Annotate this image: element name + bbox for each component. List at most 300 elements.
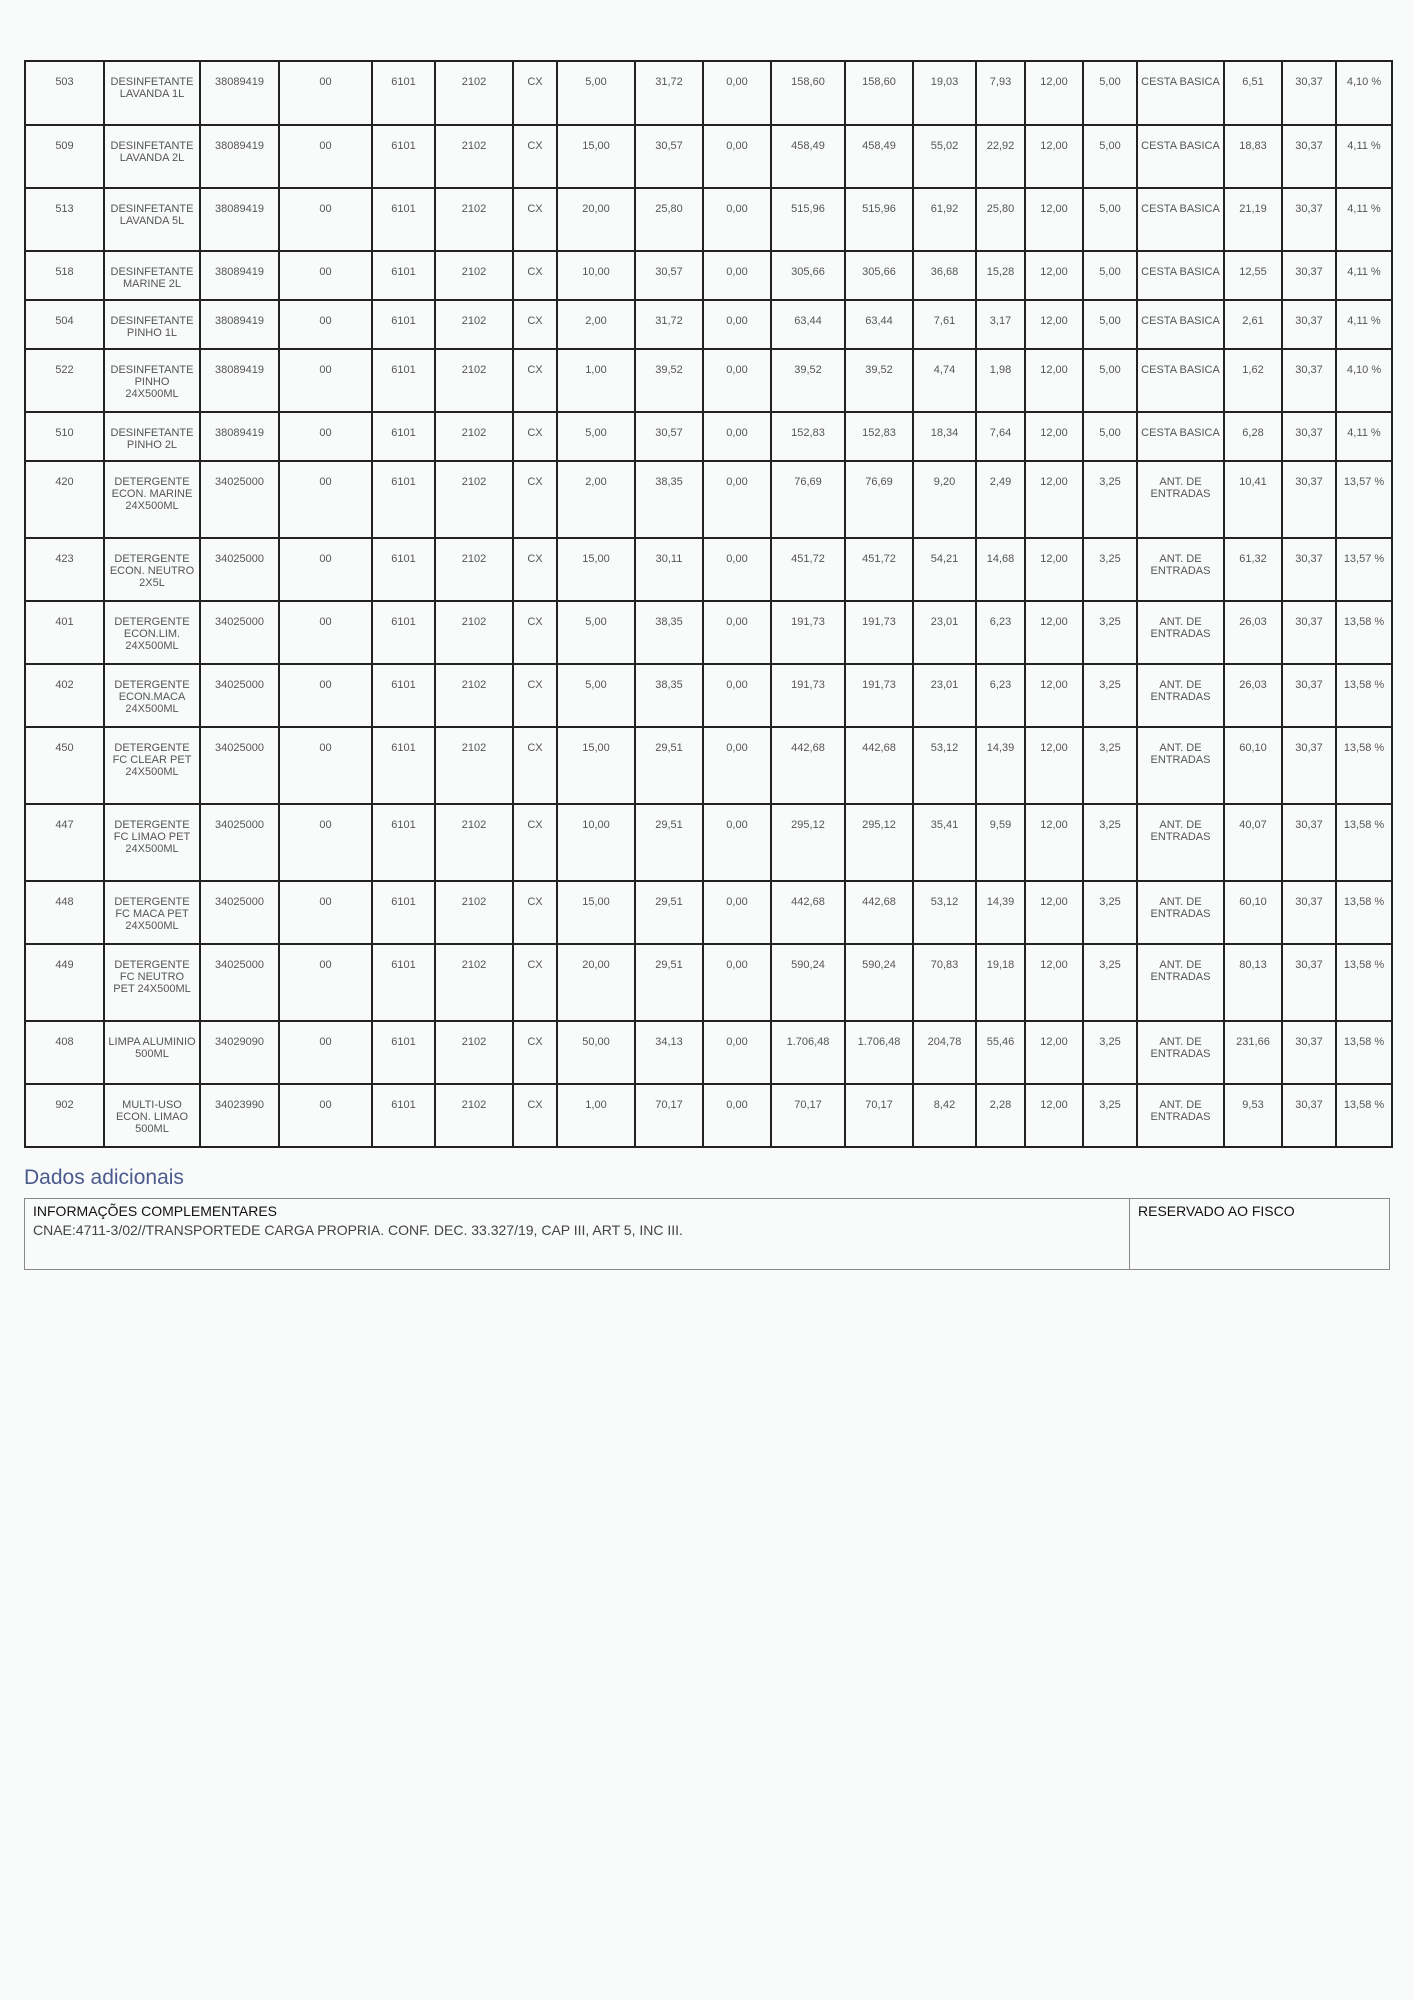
item-ncm: 38089419 — [200, 300, 279, 349]
item-discount: 0,00 — [703, 251, 771, 300]
item-rate: 30,37 — [1282, 461, 1336, 538]
item-cfop-b: 2102 — [435, 300, 513, 349]
item-code: 509 — [25, 125, 104, 188]
item-quantity: 5,00 — [557, 601, 635, 664]
item-description: DESINFETANTE PINHO 2L — [104, 412, 200, 461]
item-percent: 13,58 % — [1336, 804, 1392, 881]
item-aliquota-a: 12,00 — [1025, 804, 1083, 881]
table-row — [25, 349, 1392, 412]
item-cst: 00 — [279, 1084, 372, 1147]
table-row — [25, 251, 1392, 300]
item-code: 450 — [25, 727, 104, 804]
item-percent: 13,58 % — [1336, 601, 1392, 664]
item-base: 70,17 — [845, 1084, 913, 1147]
item-unit: CX — [513, 251, 557, 300]
item-description: DETERGENTE FC LIMAO PET 24X500ML — [104, 804, 200, 881]
item-cfop-b: 2102 — [435, 1021, 513, 1084]
item-icms: 23,01 — [913, 601, 976, 664]
item-description: DETERGENTE FC CLEAR PET 24X500ML — [104, 727, 200, 804]
item-rate: 30,37 — [1282, 1021, 1336, 1084]
item-code: 420 — [25, 461, 104, 538]
item-ncm: 38089419 — [200, 349, 279, 412]
item-icms: 23,01 — [913, 664, 976, 727]
item-aliquota-b: 3,25 — [1083, 1084, 1137, 1147]
item-aliquota-b: 3,25 — [1083, 461, 1137, 538]
item-unit: CX — [513, 1084, 557, 1147]
item-percent: 4,10 % — [1336, 61, 1392, 125]
item-cst: 00 — [279, 727, 372, 804]
item-value: 10,41 — [1224, 461, 1282, 538]
item-aliquota-b: 5,00 — [1083, 412, 1137, 461]
item-discount: 0,00 — [703, 300, 771, 349]
item-aliquota-b: 5,00 — [1083, 188, 1137, 251]
item-cfop-a: 6101 — [372, 944, 435, 1021]
item-total: 515,96 — [771, 188, 845, 251]
item-base: 295,12 — [845, 804, 913, 881]
item-cfop-b: 2102 — [435, 1084, 513, 1147]
item-code: 423 — [25, 538, 104, 601]
item-base: 191,73 — [845, 664, 913, 727]
item-ncm: 34025000 — [200, 461, 279, 538]
item-cst: 00 — [279, 125, 372, 188]
item-value: 60,10 — [1224, 881, 1282, 944]
item-aliquota-b: 3,25 — [1083, 601, 1137, 664]
reserved-fisco-label: RESERVADO AO FISCO — [1138, 1203, 1295, 1219]
item-ncm: 34025000 — [200, 601, 279, 664]
item-total: 76,69 — [771, 461, 845, 538]
item-icms: 54,21 — [913, 538, 976, 601]
item-rate: 30,37 — [1282, 881, 1336, 944]
table-row — [25, 188, 1392, 251]
item-icms: 36,68 — [913, 251, 976, 300]
item-rate: 30,37 — [1282, 664, 1336, 727]
item-cfop-a: 6101 — [372, 1021, 435, 1084]
item-icms: 70,83 — [913, 944, 976, 1021]
item-total: 442,68 — [771, 881, 845, 944]
item-cfop-b: 2102 — [435, 61, 513, 125]
item-rate: 30,37 — [1282, 601, 1336, 664]
item-aliquota-b: 5,00 — [1083, 300, 1137, 349]
table-row — [25, 125, 1392, 188]
item-value: 6,51 — [1224, 61, 1282, 125]
item-unit-price: 30,57 — [635, 412, 703, 461]
item-aliquota-b: 3,25 — [1083, 538, 1137, 601]
item-base: 442,68 — [845, 727, 913, 804]
item-discount: 0,00 — [703, 664, 771, 727]
item-icms: 4,74 — [913, 349, 976, 412]
item-quantity: 5,00 — [557, 412, 635, 461]
item-rate: 30,37 — [1282, 1084, 1336, 1147]
item-rate: 30,37 — [1282, 251, 1336, 300]
item-aliquota-b: 3,25 — [1083, 1021, 1137, 1084]
item-aliquota-b: 5,00 — [1083, 349, 1137, 412]
item-unit: CX — [513, 125, 557, 188]
item-unit: CX — [513, 461, 557, 538]
item-icms: 204,78 — [913, 1021, 976, 1084]
item-base: 305,66 — [845, 251, 913, 300]
item-tax-group: CESTA BASICA — [1137, 412, 1224, 461]
item-value: 80,13 — [1224, 944, 1282, 1021]
item-value: 12,55 — [1224, 251, 1282, 300]
item-value: 2,61 — [1224, 300, 1282, 349]
item-value: 26,03 — [1224, 664, 1282, 727]
table-row — [25, 300, 1392, 349]
item-cfop-a: 6101 — [372, 601, 435, 664]
item-description: DETERGENTE FC MACA PET 24X500ML — [104, 881, 200, 944]
item-code: 447 — [25, 804, 104, 881]
item-tax-group: ANT. DE ENTRADAS — [1137, 601, 1224, 664]
item-description: DESINFETANTE PINHO 1L — [104, 300, 200, 349]
table-row — [25, 538, 1392, 601]
item-ipi: 14,39 — [976, 727, 1025, 804]
item-discount: 0,00 — [703, 727, 771, 804]
item-code: 402 — [25, 664, 104, 727]
item-base: 1.706,48 — [845, 1021, 913, 1084]
item-cst: 00 — [279, 188, 372, 251]
item-unit: CX — [513, 538, 557, 601]
item-ncm: 34025000 — [200, 727, 279, 804]
item-discount: 0,00 — [703, 125, 771, 188]
item-percent: 13,58 % — [1336, 664, 1392, 727]
item-percent: 4,11 % — [1336, 300, 1392, 349]
item-unit-price: 38,35 — [635, 461, 703, 538]
item-tax-group: CESTA BASICA — [1137, 61, 1224, 125]
item-unit: CX — [513, 188, 557, 251]
table-row — [25, 461, 1392, 538]
item-icms: 53,12 — [913, 881, 976, 944]
item-unit: CX — [513, 664, 557, 727]
item-code: 449 — [25, 944, 104, 1021]
item-unit: CX — [513, 804, 557, 881]
item-code: 510 — [25, 412, 104, 461]
item-base: 442,68 — [845, 881, 913, 944]
item-tax-group: ANT. DE ENTRADAS — [1137, 664, 1224, 727]
item-cst: 00 — [279, 61, 372, 125]
item-tax-group: ANT. DE ENTRADAS — [1137, 727, 1224, 804]
item-code: 401 — [25, 601, 104, 664]
complementary-info-section — [25, 1199, 1130, 1269]
item-cfop-a: 6101 — [372, 251, 435, 300]
item-aliquota-a: 12,00 — [1025, 601, 1083, 664]
item-cst: 00 — [279, 538, 372, 601]
item-cfop-a: 6101 — [372, 727, 435, 804]
item-cfop-a: 6101 — [372, 188, 435, 251]
item-code: 902 — [25, 1084, 104, 1147]
item-cst: 00 — [279, 251, 372, 300]
item-base: 191,73 — [845, 601, 913, 664]
table-row — [25, 601, 1392, 664]
item-description: LIMPA ALUMINIO 500ML — [104, 1021, 200, 1084]
item-cfop-b: 2102 — [435, 944, 513, 1021]
item-cst: 00 — [279, 300, 372, 349]
item-percent: 4,11 % — [1336, 251, 1392, 300]
item-cst: 00 — [279, 1021, 372, 1084]
item-quantity: 10,00 — [557, 804, 635, 881]
item-rate: 30,37 — [1282, 804, 1336, 881]
item-ncm: 34025000 — [200, 944, 279, 1021]
item-total: 39,52 — [771, 349, 845, 412]
item-code: 503 — [25, 61, 104, 125]
item-aliquota-a: 12,00 — [1025, 188, 1083, 251]
item-unit-price: 31,72 — [635, 61, 703, 125]
item-rate: 30,37 — [1282, 944, 1336, 1021]
item-tax-group: CESTA BASICA — [1137, 349, 1224, 412]
item-ipi: 6,23 — [976, 601, 1025, 664]
item-ipi: 25,80 — [976, 188, 1025, 251]
item-base: 451,72 — [845, 538, 913, 601]
item-cfop-a: 6101 — [372, 461, 435, 538]
item-icms: 8,42 — [913, 1084, 976, 1147]
item-icms: 9,20 — [913, 461, 976, 538]
item-cst: 00 — [279, 881, 372, 944]
item-cst: 00 — [279, 601, 372, 664]
item-quantity: 5,00 — [557, 61, 635, 125]
item-discount: 0,00 — [703, 601, 771, 664]
item-percent: 13,57 % — [1336, 461, 1392, 538]
item-ipi: 19,18 — [976, 944, 1025, 1021]
item-rate: 30,37 — [1282, 125, 1336, 188]
item-value: 40,07 — [1224, 804, 1282, 881]
item-tax-group: ANT. DE ENTRADAS — [1137, 461, 1224, 538]
table-row — [25, 944, 1392, 1021]
additional-data-box — [24, 1198, 1390, 1270]
item-ncm: 34025000 — [200, 538, 279, 601]
item-aliquota-a: 12,00 — [1025, 538, 1083, 601]
item-discount: 0,00 — [703, 944, 771, 1021]
item-aliquota-b: 5,00 — [1083, 125, 1137, 188]
item-total: 158,60 — [771, 61, 845, 125]
item-tax-group: ANT. DE ENTRADAS — [1137, 804, 1224, 881]
item-quantity: 15,00 — [557, 125, 635, 188]
item-unit-price: 31,72 — [635, 300, 703, 349]
item-value: 21,19 — [1224, 188, 1282, 251]
item-discount: 0,00 — [703, 188, 771, 251]
item-cfop-a: 6101 — [372, 349, 435, 412]
item-cfop-b: 2102 — [435, 125, 513, 188]
item-total: 191,73 — [771, 601, 845, 664]
item-rate: 30,37 — [1282, 412, 1336, 461]
complementary-info-text: CNAE:4711-3/02//TRANSPORTEDE CARGA PROPRIA. CONF. DEC. 33.327/19, CAP III, ART 5, INC III. — [33, 1222, 683, 1238]
item-cfop-a: 6101 — [372, 125, 435, 188]
item-code: 504 — [25, 300, 104, 349]
item-discount: 0,00 — [703, 461, 771, 538]
item-unit-price: 29,51 — [635, 881, 703, 944]
item-cst: 00 — [279, 461, 372, 538]
item-quantity: 2,00 — [557, 300, 635, 349]
item-tax-group: CESTA BASICA — [1137, 251, 1224, 300]
item-total: 295,12 — [771, 804, 845, 881]
item-unit: CX — [513, 944, 557, 1021]
item-percent: 13,58 % — [1336, 1021, 1392, 1084]
item-unit: CX — [513, 727, 557, 804]
item-cfop-b: 2102 — [435, 664, 513, 727]
item-description: DETERGENTE ECON. MARINE 24X500ML — [104, 461, 200, 538]
item-unit-price: 38,35 — [635, 664, 703, 727]
item-value: 6,28 — [1224, 412, 1282, 461]
item-rate: 30,37 — [1282, 188, 1336, 251]
item-unit-price: 39,52 — [635, 349, 703, 412]
table-row — [25, 881, 1392, 944]
item-rate: 30,37 — [1282, 300, 1336, 349]
item-ncm: 34029090 — [200, 1021, 279, 1084]
item-unit-price: 30,57 — [635, 125, 703, 188]
item-ipi: 2,28 — [976, 1084, 1025, 1147]
item-code: 522 — [25, 349, 104, 412]
item-aliquota-a: 12,00 — [1025, 300, 1083, 349]
item-cfop-b: 2102 — [435, 601, 513, 664]
item-unit: CX — [513, 1021, 557, 1084]
item-unit-price: 30,57 — [635, 251, 703, 300]
item-rate: 30,37 — [1282, 349, 1336, 412]
item-aliquota-a: 12,00 — [1025, 251, 1083, 300]
item-discount: 0,00 — [703, 412, 771, 461]
item-tax-group: CESTA BASICA — [1137, 300, 1224, 349]
item-quantity: 10,00 — [557, 251, 635, 300]
item-quantity: 1,00 — [557, 1084, 635, 1147]
item-total: 191,73 — [771, 664, 845, 727]
item-ncm: 38089419 — [200, 412, 279, 461]
item-discount: 0,00 — [703, 804, 771, 881]
table-row — [25, 1084, 1392, 1147]
item-cfop-a: 6101 — [372, 412, 435, 461]
item-aliquota-a: 12,00 — [1025, 349, 1083, 412]
item-aliquota-b: 3,25 — [1083, 727, 1137, 804]
item-cfop-b: 2102 — [435, 251, 513, 300]
item-ipi: 14,68 — [976, 538, 1025, 601]
item-icms: 35,41 — [913, 804, 976, 881]
item-ncm: 38089419 — [200, 125, 279, 188]
item-description: DESINFETANTE MARINE 2L — [104, 251, 200, 300]
item-total: 451,72 — [771, 538, 845, 601]
item-quantity: 20,00 — [557, 188, 635, 251]
item-aliquota-b: 3,25 — [1083, 881, 1137, 944]
item-aliquota-a: 12,00 — [1025, 944, 1083, 1021]
item-icms: 18,34 — [913, 412, 976, 461]
item-quantity: 2,00 — [557, 461, 635, 538]
item-unit: CX — [513, 881, 557, 944]
item-ipi: 6,23 — [976, 664, 1025, 727]
item-cfop-a: 6101 — [372, 61, 435, 125]
item-discount: 0,00 — [703, 349, 771, 412]
item-total: 458,49 — [771, 125, 845, 188]
item-ipi: 22,92 — [976, 125, 1025, 188]
item-aliquota-a: 12,00 — [1025, 461, 1083, 538]
item-description: DESINFETANTE LAVANDA 1L — [104, 61, 200, 125]
item-tax-group: ANT. DE ENTRADAS — [1137, 1084, 1224, 1147]
item-unit-price: 30,11 — [635, 538, 703, 601]
item-percent: 13,57 % — [1336, 538, 1392, 601]
item-total: 63,44 — [771, 300, 845, 349]
item-quantity: 20,00 — [557, 944, 635, 1021]
item-code: 408 — [25, 1021, 104, 1084]
item-ipi: 2,49 — [976, 461, 1025, 538]
item-unit-price: 29,51 — [635, 804, 703, 881]
item-aliquota-a: 12,00 — [1025, 125, 1083, 188]
item-value: 26,03 — [1224, 601, 1282, 664]
table-row — [25, 664, 1392, 727]
item-ipi: 3,17 — [976, 300, 1025, 349]
item-icms: 19,03 — [913, 61, 976, 125]
item-discount: 0,00 — [703, 1021, 771, 1084]
item-cfop-a: 6101 — [372, 881, 435, 944]
item-aliquota-b: 3,25 — [1083, 664, 1137, 727]
item-value: 18,83 — [1224, 125, 1282, 188]
item-percent: 4,11 % — [1336, 412, 1392, 461]
items-table-body — [25, 61, 1392, 1147]
item-unit-price: 34,13 — [635, 1021, 703, 1084]
item-cfop-b: 2102 — [435, 727, 513, 804]
item-cst: 00 — [279, 664, 372, 727]
item-rate: 30,37 — [1282, 727, 1336, 804]
item-unit-price: 38,35 — [635, 601, 703, 664]
item-cst: 00 — [279, 944, 372, 1021]
item-unit: CX — [513, 601, 557, 664]
item-percent: 13,58 % — [1336, 1084, 1392, 1147]
item-percent: 13,58 % — [1336, 944, 1392, 1021]
item-total: 305,66 — [771, 251, 845, 300]
item-ipi: 55,46 — [976, 1021, 1025, 1084]
item-total: 442,68 — [771, 727, 845, 804]
item-aliquota-a: 12,00 — [1025, 881, 1083, 944]
item-aliquota-a: 12,00 — [1025, 61, 1083, 125]
item-ncm: 38089419 — [200, 61, 279, 125]
item-total: 590,24 — [771, 944, 845, 1021]
item-tax-group: CESTA BASICA — [1137, 125, 1224, 188]
item-tax-group: ANT. DE ENTRADAS — [1137, 1021, 1224, 1084]
item-total: 1.706,48 — [771, 1021, 845, 1084]
item-cfop-b: 2102 — [435, 412, 513, 461]
table-row — [25, 412, 1392, 461]
item-cfop-a: 6101 — [372, 1084, 435, 1147]
item-unit-price: 25,80 — [635, 188, 703, 251]
item-base: 590,24 — [845, 944, 913, 1021]
item-percent: 4,10 % — [1336, 349, 1392, 412]
item-percent: 4,11 % — [1336, 188, 1392, 251]
item-base: 76,69 — [845, 461, 913, 538]
item-description: DETERGENTE ECON. NEUTRO 2X5L — [104, 538, 200, 601]
item-discount: 0,00 — [703, 61, 771, 125]
item-description: DESINFETANTE LAVANDA 5L — [104, 188, 200, 251]
item-ipi: 9,59 — [976, 804, 1025, 881]
item-base: 152,83 — [845, 412, 913, 461]
item-cst: 00 — [279, 412, 372, 461]
item-quantity: 1,00 — [557, 349, 635, 412]
item-description: DESINFETANTE PINHO 24X500ML — [104, 349, 200, 412]
item-cfop-b: 2102 — [435, 881, 513, 944]
item-cfop-a: 6101 — [372, 300, 435, 349]
item-value: 60,10 — [1224, 727, 1282, 804]
item-cfop-b: 2102 — [435, 804, 513, 881]
item-ncm: 34025000 — [200, 881, 279, 944]
item-rate: 30,37 — [1282, 61, 1336, 125]
item-quantity: 50,00 — [557, 1021, 635, 1084]
table-row — [25, 61, 1392, 125]
item-aliquota-a: 12,00 — [1025, 664, 1083, 727]
item-description: DESINFETANTE LAVANDA 2L — [104, 125, 200, 188]
item-tax-group: CESTA BASICA — [1137, 188, 1224, 251]
item-percent: 13,58 % — [1336, 727, 1392, 804]
item-base: 39,52 — [845, 349, 913, 412]
item-unit-price: 29,51 — [635, 944, 703, 1021]
item-unit: CX — [513, 412, 557, 461]
item-quantity: 5,00 — [557, 664, 635, 727]
item-aliquota-b: 3,25 — [1083, 944, 1137, 1021]
item-code: 513 — [25, 188, 104, 251]
item-icms: 61,92 — [913, 188, 976, 251]
item-description: DETERGENTE ECON.LIM. 24X500ML — [104, 601, 200, 664]
item-discount: 0,00 — [703, 881, 771, 944]
item-ipi: 1,98 — [976, 349, 1025, 412]
